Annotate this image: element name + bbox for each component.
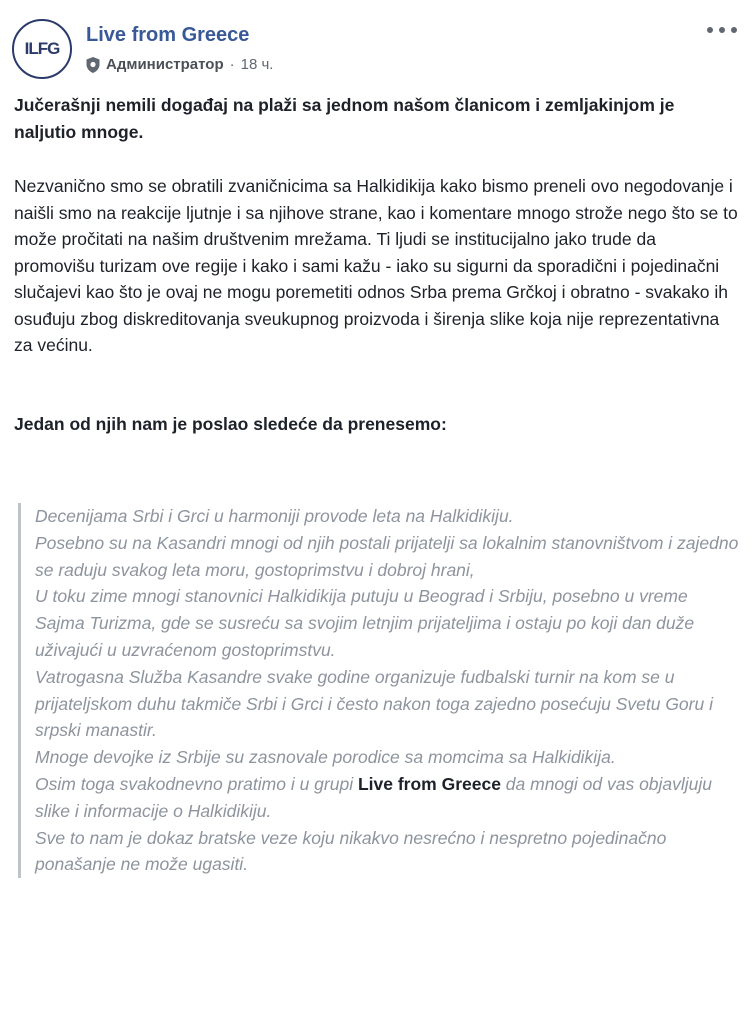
group-mention[interactable]: Live from Greece [357, 773, 501, 794]
quote-paragraph: Sve to nam je dokaz bratske veze koju nikakvo nesrećno i nespretno pojedinačno ponašanje ne može ugasiti. [35, 827, 667, 875]
meta-separator: · [229, 56, 235, 73]
more-dot [731, 27, 737, 33]
more-dot [719, 27, 725, 33]
quote-paragraph: Mnoge devojke iz Srbije su zasnovale porodice sa momcima sa Halkidikija. [35, 747, 616, 768]
post-timestamp[interactable]: 18 ч. [240, 56, 274, 73]
quote-paragraph: Decenijama Srbi i Grci u harmoniji provode leta na Halkidikiju. [35, 506, 514, 526]
post-header [12, 14, 743, 84]
quote-paragraph-group-mention [35, 771, 740, 825]
shield-icon [86, 57, 100, 73]
page-name-link[interactable]: Live from Greece [86, 24, 250, 46]
admin-role-label: Администратор [106, 56, 224, 73]
page-avatar[interactable] [12, 19, 72, 79]
post-intro: Jučerašnji nemili događaj na plaži sa jednom našom članicom i zemljakinjom je naljutio mnoge. [14, 95, 675, 142]
quote-intro: Jedan od njih nam je poslao sledeće da prenesemo: [14, 413, 447, 434]
more-options-icon[interactable] [707, 22, 737, 38]
avatar-logo-text: ILFG [24, 39, 60, 58]
quote-text: da mnogi od vas objavljuju slike i informacije o Halkidikiju. [35, 773, 713, 821]
post-body: Nezvanično smo se obratili zvaničnicima sa Halkidikija kako bismo preneli ovo negodovanje i naišli smo na reakcije ljutnje i sa njihove strane, kao i komentare mnogo strože nego što se to može pročitati na našim društvenim mrežama. Ti ljudi se institucijalno jako trude da promovišu turizam ove regije i kako i sami kažu - iako su sigurni da sporadični i pojedinačni slučajevi kao što je ovaj ne mogu poremetiti odnos Srba prema Grčkoj i obratno - svakako ih osuđuju zbog diskreditovanja sveukupnog proizvoda i širenja slike koja nije reprezentativna za većinu. [14, 176, 738, 355]
quote-paragraph: Posebno su na Kasandri mnogi od njih postali prijatelji sa lokalnim stanovništvom i zajedno se raduju svakog leta moru, gostoprimstvu i dobroj hrani, [35, 532, 739, 580]
more-dot [707, 27, 713, 33]
quote-paragraph: Vatrogasna Služba Kasandre svake godine organizuje fudbalski turnir na kom se u prijateljskom duhu takmiče Srbi i Grci i često nakon toga zajedno posećuju Svetu Goru i srpski manastir. [35, 666, 713, 741]
post-meta [86, 56, 273, 73]
quoted-message [18, 503, 740, 878]
post-content [14, 92, 739, 437]
quote-paragraph: U toku zime mnogi stanovnici Halkidikija putuju u Beograd i Srbiju, posebno u vreme Sajma Turizma, gde se susreću sa svojim letnjim prijateljima i ostaju po koji dan duže uživajući u uzvraćenom gostoprimstvu. [35, 586, 695, 660]
quote-text: Osim toga svakodnevno pratimo i u grupi [35, 773, 358, 794]
